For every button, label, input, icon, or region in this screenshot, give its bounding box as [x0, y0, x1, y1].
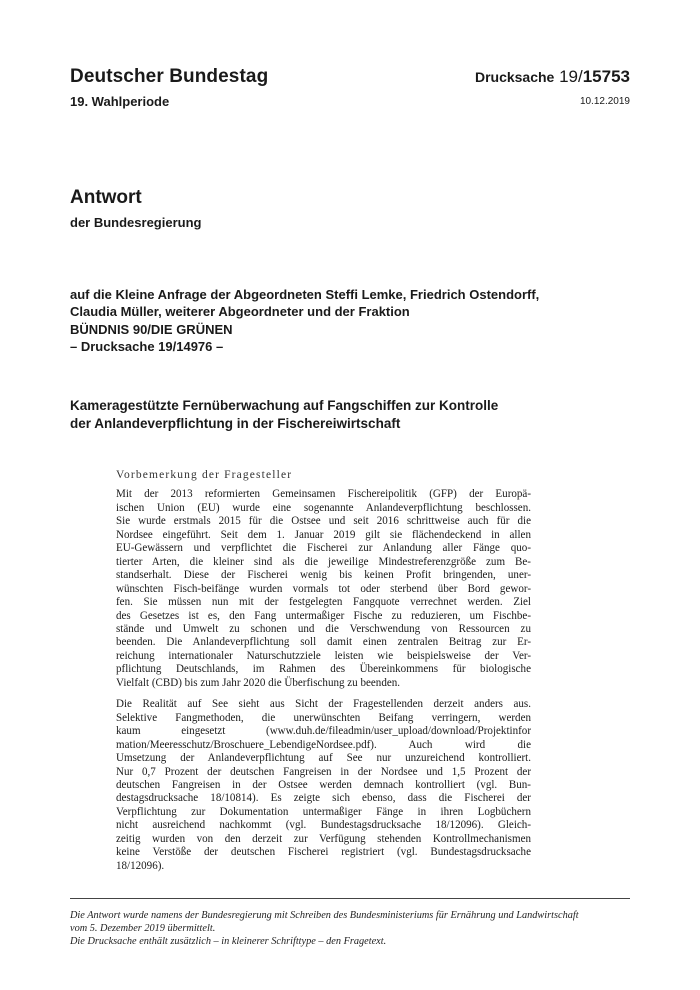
text-line: Nordsee eingeführt. Seit dem 1. Januar 2019 gilt sie flächendeckend in allen	[116, 528, 531, 541]
text-line: standserhalt. Diese der Fischerei wenig bis keinen Profit bringenden, uner-	[116, 569, 531, 582]
text-line: Mit der 2013 reformierten Gemeinsamen Fischereipolitik (GFP) der Europä-	[116, 488, 531, 501]
preliminary-paragraph-1	[116, 488, 531, 690]
legislative-period: 19. Wahlperiode	[70, 94, 170, 109]
text-line: Verpflichtung zur Dokumentation untermaßiger Fänge in ihren Logbüchern	[116, 805, 531, 818]
text-line: beenden. Die Anlandeverpflichtung soll damit einen zentralen Beitrag zur Er-	[116, 636, 531, 649]
text-line: reichung internationaler Naturschutzziele leisten wie beispielsweise der Ver-	[116, 649, 531, 662]
parliament-name: Deutscher Bundestag	[70, 66, 269, 87]
drucksache-label: Drucksache	[474, 69, 555, 85]
text-line: Selektive Fangmethoden, die unerwünschten Beifang verringern, werden	[116, 711, 531, 724]
text-line: kaum eingesetzt (www.duh.de/fileadmin/user_upload/download/Projektinfor	[116, 725, 531, 738]
text-line: deutschen Fangreisen in der Ostsee werden demnach kontrolliert (vgl. Bun-	[116, 778, 531, 791]
drucksache-number: 15753	[582, 67, 630, 86]
text-line: keine Verstöße der deutschen Fischerei registriert (vgl. Bundestagsdrucksache	[116, 846, 531, 859]
topic-block	[70, 397, 640, 433]
footer-line: Die Drucksache enthält zusätzlich – in kleinerer Schrifttype – den Fragetext.	[70, 936, 387, 947]
footer-line: vom 5. Dezember 2019 übermittelt.	[70, 923, 216, 934]
text-line: nicht ausreichend nachkommt (vgl. Bundestagsdrucksache 18/12096). Gleich-	[116, 819, 531, 832]
topic-line: Kameragestützte Fernüberwachung auf Fangschiffen zur Kontrolle	[70, 398, 499, 413]
footer-note	[70, 909, 640, 948]
text-line: pflichtung Deutschlands, im Rahmen des Übereinkommens für biologische	[116, 663, 531, 676]
text-line: EU-Gewässern und verpflichtet die Fischerei zur Anlandung aller Fänge quo-	[116, 542, 531, 555]
document-subtitle: der Bundesregierung	[70, 215, 202, 230]
preliminary-paragraph-2	[116, 698, 531, 873]
text-line: Umsetzung der Anlandeverpflichtung auf See nur unzureichend kontrolliert.	[116, 752, 531, 765]
text-line: wünschten Fisch-beifänge wurden vormals tot oder sterbend über Bord gewor-	[116, 582, 531, 595]
text-line: destagsdrucksache 18/10814). Es zeigte sich ebenso, dass die Fischerei der	[116, 792, 531, 805]
text-line: Sie wurde erstmals 2015 für die Ostsee und seit 2016 schrittweise auch für die	[116, 515, 531, 528]
request-line: – Drucksache 19/14976 –	[70, 339, 224, 355]
text-line: Nur 0,7 Prozent der deutschen Fangreisen in der Nordsee und 1,5 Prozent der	[116, 765, 531, 778]
text-line: zeitig wurden von den derzeit zur Verfügung stehenden Kontrollmechanismen	[116, 832, 531, 845]
drucksache-reference	[475, 67, 630, 87]
text-line: stände und Umwelt zu schonen und die Verschwendung von Ressourcen zu	[116, 622, 531, 635]
text-line: 18/12096).	[116, 859, 165, 872]
request-line: auf die Kleine Anfrage der Abgeordneten Steffi Lemke, Friedrich Ostendorff,	[70, 287, 540, 302]
request-line: BÜNDNIS 90/DIE GRÜNEN	[70, 321, 233, 337]
request-line: Claudia Müller, weiterer Abgeordneter und der Fraktion	[70, 304, 410, 320]
request-block	[70, 286, 640, 356]
text-line: mation/Meeresschutz/Broschuere_LebendigeNordsee.pdf). Auch wird die	[116, 738, 531, 751]
document-date: 10.12.2019	[579, 96, 630, 107]
text-line: Die Realität auf See sieht aus Sicht der Fragestellenden derzeit anders aus.	[116, 698, 531, 711]
footer-divider	[70, 898, 630, 899]
text-line: fen. Sie müssen nun mit der festgelegten Fangquote verrechnet werden. Ziel	[116, 596, 531, 609]
text-line: tierter Arten, die kleiner sind als die jeweilige Mindestreferenzgröße zum Be-	[116, 555, 531, 568]
text-line: ischen Union (EU) wurde eine sogenannte Anlandeverpflichtung beschlossen.	[116, 501, 531, 514]
document-title: Antwort	[70, 187, 142, 208]
drucksache-prefix: 19/	[559, 67, 583, 86]
preliminary-remark	[116, 469, 531, 881]
preliminary-heading: Vorbemerkung der Fragesteller	[116, 469, 293, 481]
text-line: des Gesetzes ist es, den Fang untermaßiger Fische zu reduzieren, um Fischbe-	[116, 609, 531, 622]
footer-line: Die Antwort wurde namens der Bundesregierung mit Schreiben des Bundesministeriums für Ernährung und Landwirtschaft	[70, 910, 579, 921]
text-line: Vielfalt (CBD) bis zum Jahr 2020 die Überfischung zu beenden.	[116, 676, 401, 689]
topic-line: der Anlandeverpflichtung in der Fischereiwirtschaft	[70, 416, 401, 431]
